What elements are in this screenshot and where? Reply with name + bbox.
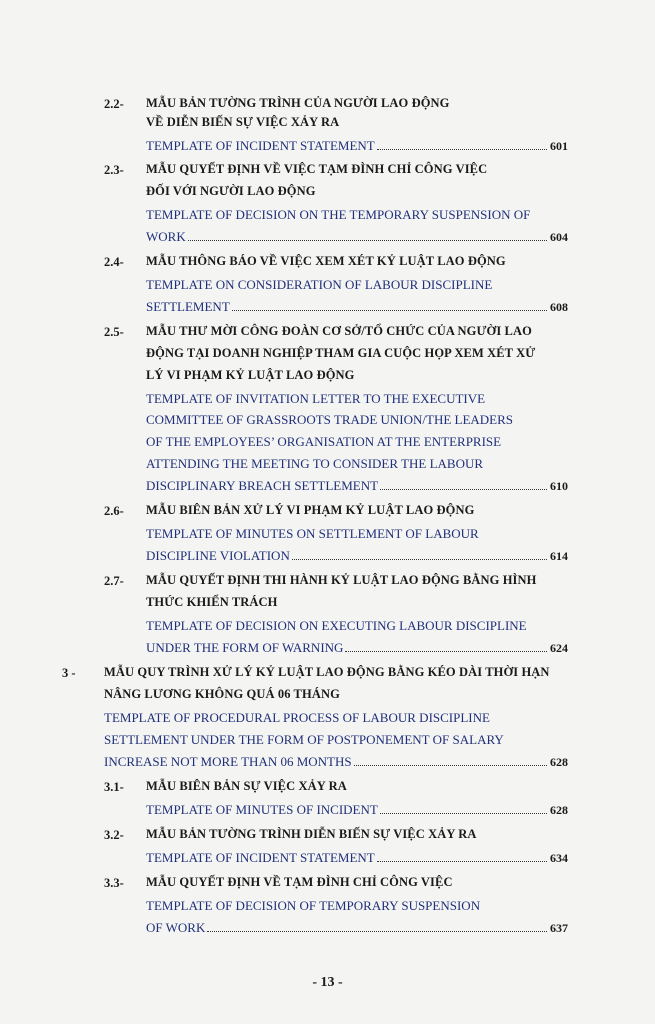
entry-title-vn: MẪU THƯ MỜI CÔNG ĐOÀN CƠ SỞ/TỔ CHỨC CỦA NGƯỜI LAO bbox=[146, 324, 532, 338]
entry-title-vn: MẪU QUYẾT ĐỊNH VỀ VIỆC TẠM ĐÌNH CHỈ CÔNG VIỆC bbox=[146, 162, 488, 176]
page-number: 628 bbox=[550, 803, 568, 817]
entry-title-en: TEMPLATE OF DECISION OF TEMPORARY SUSPENSION bbox=[146, 898, 481, 913]
entry-title-en: TEMPLATE OF DECISION ON EXECUTING LABOUR DISCIPLINE bbox=[146, 618, 527, 633]
entry-title-vn: MẪU BẢN TƯỜNG TRÌNH DIỄN BIẾN SỰ VIỆC XẢY RA bbox=[146, 827, 477, 841]
page-number: 608 bbox=[550, 300, 568, 314]
entry-title-en: OF WORK bbox=[146, 920, 206, 935]
leader-dots bbox=[345, 651, 547, 652]
entry-title-en: TEMPLATE OF INCIDENT STATEMENT bbox=[146, 850, 375, 865]
entry-number: 3.3- bbox=[104, 876, 124, 890]
entry-title-en: TEMPLATE OF DECISION ON THE TEMPORARY SUSPENSION OF bbox=[146, 207, 531, 222]
entry-title-en: OF THE EMPLOYEES’ ORGANISATION AT THE ENTERPRISE bbox=[146, 434, 502, 449]
toc-link[interactable] bbox=[146, 228, 568, 246]
page-footer-number: - 13 - bbox=[312, 975, 343, 990]
entry-number: 2.2- bbox=[104, 97, 124, 111]
entry-title-en: ATTENDING THE MEETING TO CONSIDER THE LABOUR bbox=[146, 456, 484, 471]
page-number: 634 bbox=[550, 851, 568, 865]
leader-dots bbox=[377, 149, 547, 150]
entry-title-vn: LÝ VI PHẠM KỶ LUẬT LAO ĐỘNG bbox=[146, 368, 355, 382]
toc-link[interactable] bbox=[104, 753, 568, 771]
entry-number: 2.6- bbox=[104, 504, 124, 518]
page-number: 601 bbox=[550, 139, 568, 153]
entry-title-vn: MẪU QUYẾT ĐỊNH VỀ TẠM ĐÌNH CHỈ CÔNG VIỆC bbox=[146, 875, 453, 889]
entry-title-en: TEMPLATE OF MINUTES OF INCIDENT bbox=[146, 802, 378, 817]
page-number: 614 bbox=[550, 549, 568, 563]
entry-title-en: SETTLEMENT UNDER THE FORM OF POSTPONEMENT OF SALARY bbox=[104, 732, 504, 747]
entry-title-en: INCREASE NOT MORE THAN 06 MONTHS bbox=[104, 754, 352, 769]
page-number: 610 bbox=[550, 479, 568, 493]
page-number: 624 bbox=[550, 641, 568, 655]
entry-title-vn: MẪU THÔNG BÁO VỀ VIỆC XEM XÉT KỶ LUẬT LAO ĐỘNG bbox=[146, 254, 506, 268]
entry-title-vn: MẪU BIÊN BẢN SỰ VIỆC XẢY RA bbox=[146, 779, 347, 793]
entry-title-en: COMMITTEE OF GRASSROOTS TRADE UNION/THE LEADERS bbox=[146, 412, 514, 427]
toc-link[interactable] bbox=[146, 477, 568, 495]
leader-dots bbox=[380, 813, 547, 814]
entry-title-vn: MẪU QUYẾT ĐỊNH THI HÀNH KỶ LUẬT LAO ĐỘNG BẰNG HÌNH bbox=[146, 573, 537, 587]
toc-link[interactable] bbox=[146, 919, 568, 937]
entry-number: 2.5- bbox=[104, 325, 124, 339]
entry-title-vn: MẪU BẢN TƯỜNG TRÌNH CỦA NGƯỜI LAO ĐỘNG bbox=[146, 96, 450, 110]
entry-title-vn: MẪU BIÊN BẢN XỬ LÝ VI PHẠM KỶ LUẬT LAO ĐỘNG bbox=[146, 503, 475, 517]
page-number: 637 bbox=[550, 921, 568, 935]
entry-number: 2.3- bbox=[104, 163, 124, 177]
entry-title-en: TEMPLATE OF INVITATION LETTER TO THE EXECUTIVE bbox=[146, 391, 486, 406]
toc-link[interactable] bbox=[146, 547, 568, 565]
entry-title-en: TEMPLATE ON CONSIDERATION OF LABOUR DISCIPLINE bbox=[146, 277, 493, 292]
entry-number: 2.4- bbox=[104, 255, 124, 269]
leader-dots bbox=[292, 559, 547, 560]
entry-title-vn: ĐỘNG TẠI DOANH NGHIỆP THAM GIA CUỘC HỌP XEM XÉT XỬ bbox=[146, 346, 536, 360]
entry-title-en: TEMPLATE OF INCIDENT STATEMENT bbox=[146, 138, 375, 153]
leader-dots bbox=[188, 240, 547, 241]
entry-title-en: DISCIPLINE VIOLATION bbox=[146, 548, 290, 563]
entry-title-vn: THỨC KHIỂN TRÁCH bbox=[146, 595, 278, 609]
entry-title-en: TEMPLATE OF PROCEDURAL PROCESS OF LABOUR DISCIPLINE bbox=[104, 710, 490, 725]
entry-number: 2.7- bbox=[104, 574, 124, 588]
leader-dots bbox=[354, 765, 547, 766]
entry-title-en: WORK bbox=[146, 229, 186, 244]
entry-title-vn: VỀ DIỄN BIẾN SỰ VIỆC XẢY RA bbox=[146, 115, 340, 129]
entry-title-vn: MẪU QUY TRÌNH XỬ LÝ KỶ LUẬT LAO ĐỘNG BẰNG KÉO DÀI THỜI HẠN bbox=[104, 665, 550, 679]
leader-dots bbox=[377, 861, 547, 862]
toc-link[interactable] bbox=[146, 849, 568, 867]
page-number: 628 bbox=[550, 755, 568, 769]
entry-number: 3 - bbox=[62, 666, 76, 680]
leader-dots bbox=[380, 489, 547, 490]
entry-title-en: SETTLEMENT bbox=[146, 299, 230, 314]
toc-link[interactable] bbox=[146, 801, 568, 819]
leader-dots bbox=[207, 931, 547, 932]
entry-title-en: UNDER THE FORM OF WARNING bbox=[146, 640, 344, 655]
toc-link[interactable] bbox=[146, 137, 568, 155]
toc-link[interactable] bbox=[146, 639, 568, 657]
leader-dots bbox=[232, 310, 547, 311]
entry-title-vn: ĐỐI VỚI NGƯỜI LAO ĐỘNG bbox=[146, 184, 316, 198]
entry-title-en: TEMPLATE OF MINUTES ON SETTLEMENT OF LABOUR bbox=[146, 526, 479, 541]
entry-number: 3.2- bbox=[104, 828, 124, 842]
entry-title-vn: NÂNG LƯƠNG KHÔNG QUÁ 06 THÁNG bbox=[104, 687, 340, 701]
toc-link[interactable] bbox=[146, 298, 568, 316]
entry-title-en: DISCIPLINARY BREACH SETTLEMENT bbox=[146, 478, 379, 493]
entry-number: 3.1- bbox=[104, 780, 124, 794]
page-number: 604 bbox=[550, 230, 568, 244]
